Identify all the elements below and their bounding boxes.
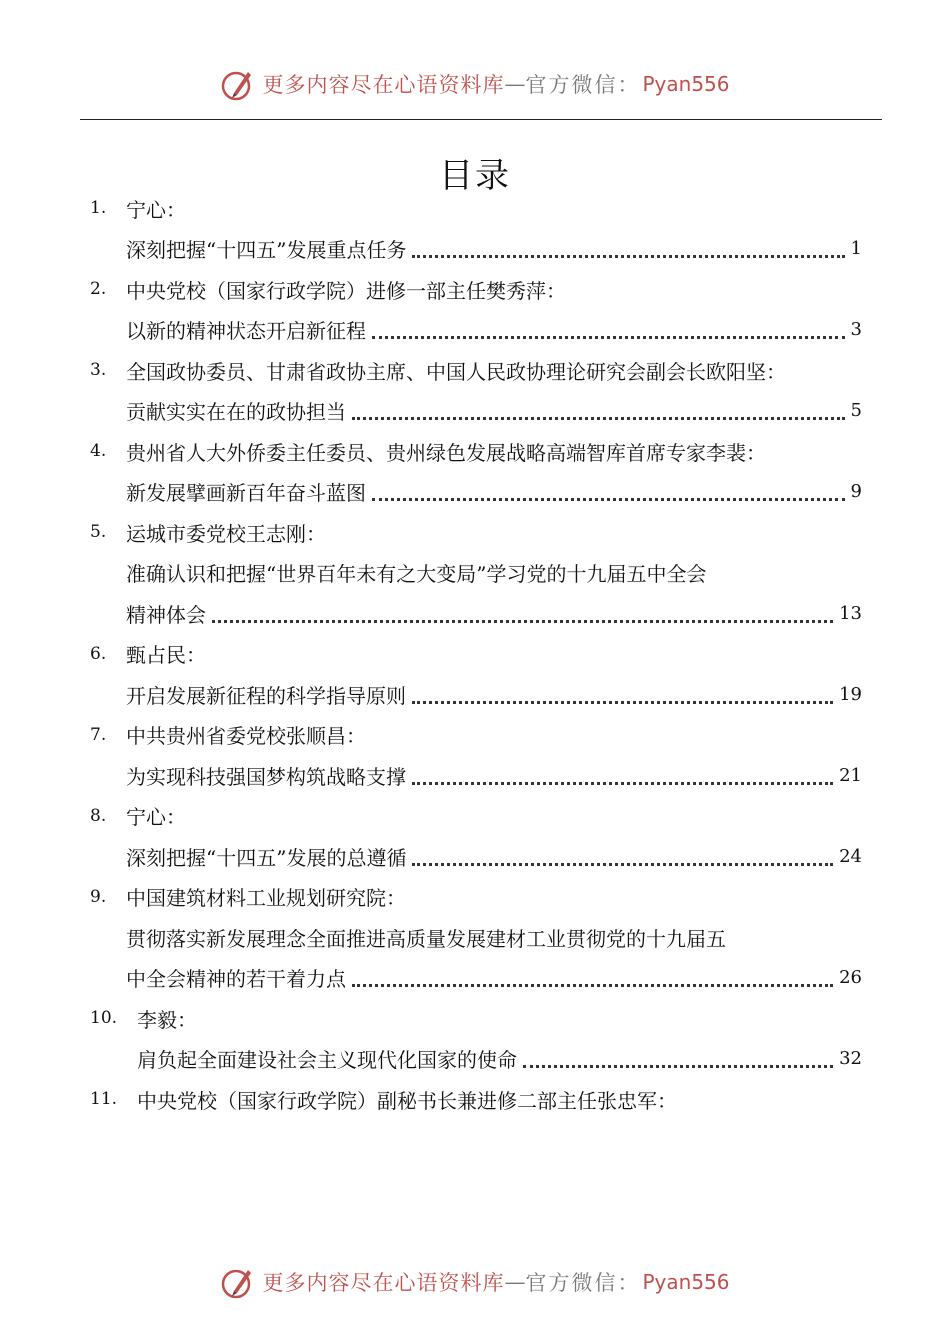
- toc-author: 中国建筑材料工业规划研究院：: [126, 886, 406, 911]
- brand-site-name: 更多内容尽在心语资料库: [262, 1271, 505, 1295]
- dot-leader: [412, 862, 833, 866]
- dot-leader: [352, 983, 833, 987]
- brand-wechat-id: Pyan556: [642, 1270, 730, 1294]
- toc-author: 中央党校（国家行政学院）副秘书长兼进修二部主任张忠军：: [137, 1088, 677, 1113]
- toc-entry-head: [90, 634, 862, 675]
- header-brand: [0, 64, 950, 104]
- toc-page-number: 9: [850, 481, 862, 503]
- toc-number: 10.: [90, 1008, 118, 1029]
- toc-author: 中共贵州省委党校张顺昌：: [126, 724, 366, 749]
- toc-page-number: 32: [839, 1048, 862, 1070]
- header-rule: [80, 119, 882, 120]
- toc-number: 11.: [90, 1089, 118, 1110]
- toc-entry[interactable]: [90, 877, 862, 999]
- toc-title-text: 精神体会: [126, 602, 206, 627]
- toc-page-number: 13: [839, 602, 862, 624]
- page-title: 目录: [439, 156, 511, 196]
- toc-title-line: [90, 674, 862, 715]
- toc-page-number: 3: [850, 319, 862, 341]
- toc-author: 贵州省人大外侨委主任委员、贵州绿色发展战略高端智库首席专家李裴：: [126, 440, 766, 465]
- toc-number: 8.: [90, 805, 107, 826]
- toc-number: 5.: [90, 522, 107, 543]
- toc-title-text: 开启发展新征程的科学指导原则: [126, 683, 406, 708]
- toc-title-line: [90, 958, 862, 999]
- toc-page-number: 19: [839, 683, 862, 705]
- toc-title-text: 贯彻落实新发展理念全面推进高质量发展建材工业贯彻党的十九届五: [126, 926, 726, 951]
- toc-entry-head: [90, 431, 862, 472]
- brand-wechat-id: Pyan556: [642, 72, 730, 96]
- toc-number: 1.: [90, 198, 107, 219]
- toc-number: 2.: [90, 279, 107, 300]
- toc-title-line: [90, 593, 862, 634]
- brand-official-label: 官方微信：: [525, 73, 641, 97]
- brand-separator: —: [504, 72, 526, 96]
- dot-leader: [372, 497, 845, 501]
- toc-number: 6.: [90, 643, 107, 664]
- toc-author: 中央党校（国家行政学院）进修一部主任樊秀萍：: [126, 278, 566, 303]
- toc-number: 4.: [90, 441, 107, 462]
- toc-entry[interactable]: [90, 188, 862, 269]
- brand-separator: —: [504, 1270, 526, 1294]
- pen-logo-icon: [220, 1264, 256, 1300]
- toc-entry[interactable]: [90, 350, 862, 431]
- toc-entry[interactable]: [90, 634, 862, 715]
- toc-title-line: [90, 391, 862, 432]
- dot-leader: [412, 781, 833, 785]
- toc-number: 7.: [90, 724, 107, 745]
- toc-title-line: [90, 755, 862, 796]
- toc-number: 3.: [90, 360, 107, 381]
- toc-title-line: [90, 310, 862, 351]
- toc-page-number: 24: [839, 845, 862, 867]
- toc-title-line: [90, 229, 862, 270]
- toc-entry-head: [90, 998, 862, 1039]
- dot-leader: [412, 700, 833, 704]
- dot-leader: [412, 254, 844, 258]
- toc-entry[interactable]: [90, 998, 862, 1079]
- toc-entry-head: [90, 877, 862, 918]
- toc-author: 甄占民：: [126, 643, 206, 668]
- toc-entry-head: [90, 1079, 862, 1120]
- toc-entry-head: [90, 188, 862, 229]
- toc-title-text: 贡献实实在在的政协担当: [126, 400, 346, 425]
- brand-site-name: 更多内容尽在心语资料库: [262, 73, 505, 97]
- footer-brand: [0, 1262, 950, 1302]
- toc-number: 9.: [90, 886, 107, 907]
- toc-entry[interactable]: [90, 431, 862, 512]
- toc-title-line: [90, 553, 862, 594]
- toc-entry[interactable]: [90, 512, 862, 634]
- toc-title-text: 肩负起全面建设社会主义现代化国家的使命: [137, 1048, 517, 1073]
- toc-author: 宁心：: [126, 805, 186, 830]
- toc-entry-head: [90, 796, 862, 837]
- dot-leader: [352, 416, 845, 420]
- toc-title-text: 为实现科技强国梦构筑战略支撑: [126, 764, 406, 789]
- toc-page-number: 26: [839, 967, 862, 989]
- toc-title-text: 新发展擘画新百年奋斗蓝图: [126, 481, 366, 506]
- toc-title-text: 深刻把握“十四五”发展的总遵循: [126, 845, 407, 870]
- toc-title-text: 深刻把握“十四五”发展重点任务: [126, 238, 407, 263]
- toc-title-line: [90, 472, 862, 513]
- toc-entry[interactable]: [90, 269, 862, 350]
- toc-title-text: 准确认识和把握“世界百年未有之大变局”学习党的十九届五中全会: [126, 562, 707, 587]
- toc-entry-head: [90, 269, 862, 310]
- toc-title-line: [90, 917, 862, 958]
- toc-entry[interactable]: [90, 1079, 862, 1120]
- toc-entry[interactable]: [90, 796, 862, 877]
- toc-entry-head: [90, 715, 862, 756]
- toc-title-line: [90, 1039, 862, 1080]
- dot-leader: [372, 335, 845, 339]
- toc-entry-head: [90, 350, 862, 391]
- toc-entry[interactable]: [90, 715, 862, 796]
- dot-leader: [212, 619, 833, 623]
- brand-official-label: 官方微信：: [525, 1271, 641, 1295]
- pen-logo-icon: [220, 66, 256, 102]
- toc-title-text: 以新的精神状态开启新征程: [126, 319, 366, 344]
- toc-page-number: 1: [850, 238, 862, 260]
- table-of-contents: [90, 188, 862, 1120]
- dot-leader: [523, 1064, 833, 1068]
- toc-author: 李毅：: [137, 1007, 197, 1032]
- toc-title-line: [90, 836, 862, 877]
- toc-author: 宁心：: [126, 197, 186, 222]
- toc-title-text: 中全会精神的若干着力点: [126, 967, 346, 992]
- toc-entry-head: [90, 512, 862, 553]
- toc-page-number: 21: [839, 764, 862, 786]
- toc-author: 运城市委党校王志刚：: [126, 521, 326, 546]
- toc-page-number: 5: [850, 400, 862, 422]
- toc-author: 全国政协委员、甘肃省政协主席、中国人民政协理论研究会副会长欧阳坚：: [126, 359, 786, 384]
